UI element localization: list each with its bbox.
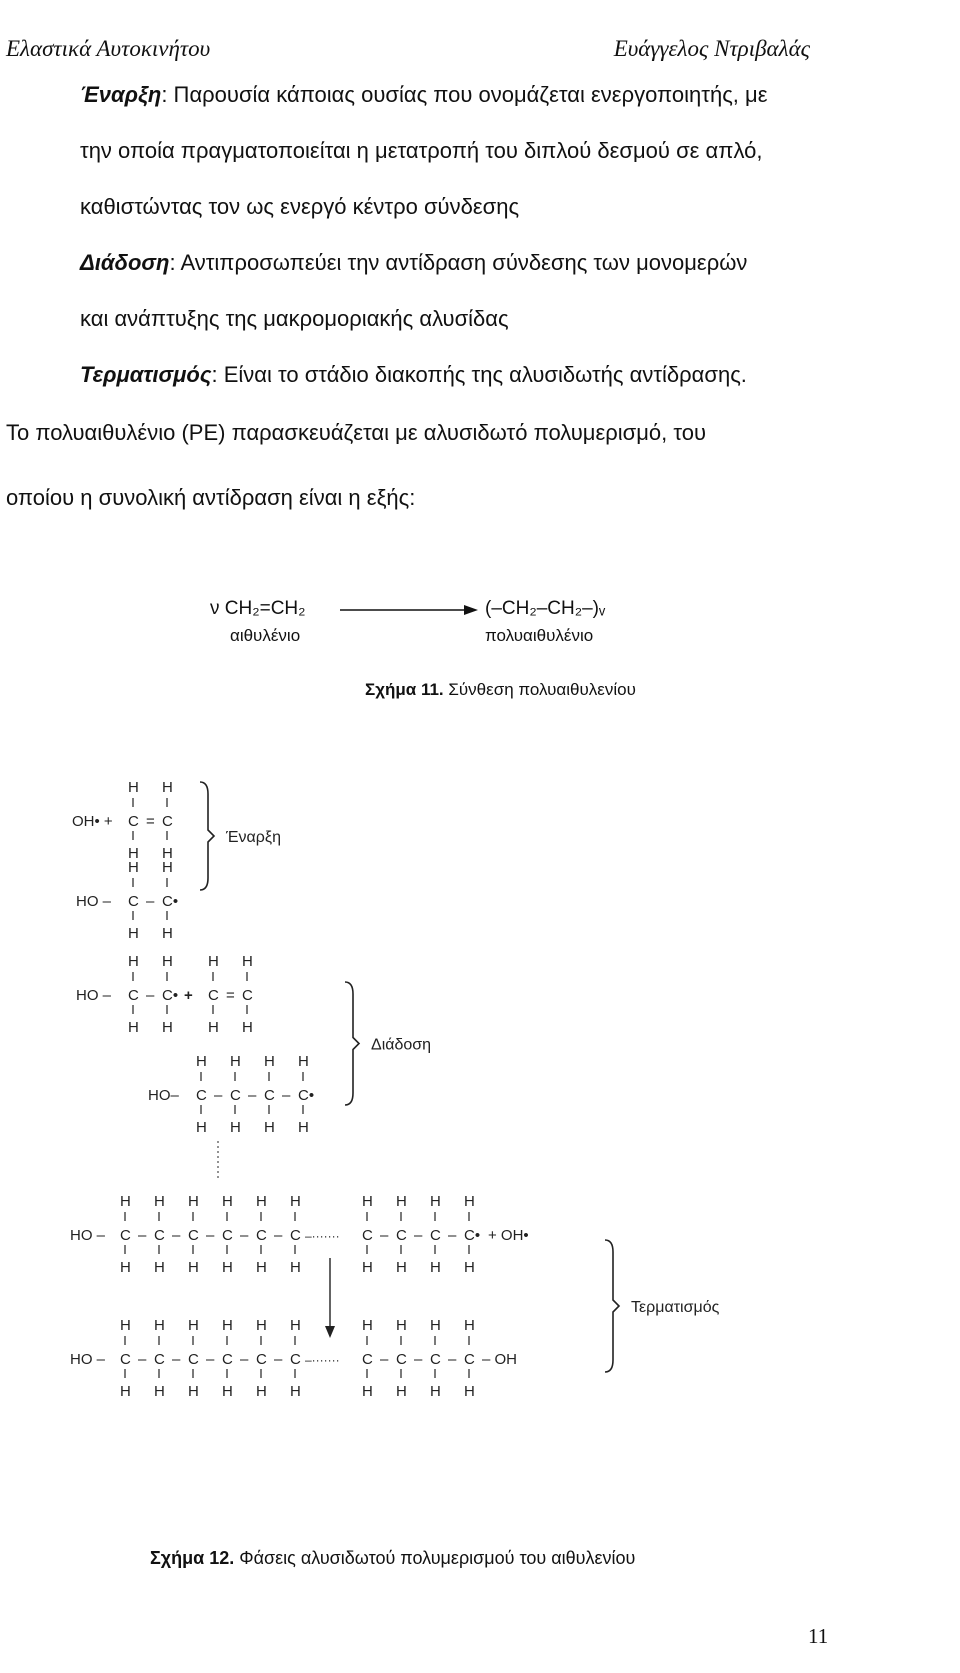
carbon-label: C bbox=[128, 987, 139, 1004]
hydrogen-label: H bbox=[362, 1383, 373, 1400]
hydrogen-label: H bbox=[162, 845, 173, 862]
hydrogen-label: H bbox=[464, 1317, 475, 1334]
hydrogen-label: H bbox=[396, 1317, 407, 1334]
carbon-label: C bbox=[396, 1227, 407, 1244]
hydrogen-label: H bbox=[120, 1259, 131, 1276]
hydrogen-label: H bbox=[290, 1317, 301, 1334]
bond-single: – bbox=[172, 1227, 181, 1244]
carbon-label: C bbox=[396, 1351, 407, 1368]
bond-single: – bbox=[240, 1351, 249, 1368]
hydrogen-label: H bbox=[208, 1019, 219, 1036]
bond-single: – bbox=[206, 1351, 215, 1368]
hydrogen-label: H bbox=[430, 1317, 441, 1334]
polymerization-scheme bbox=[0, 760, 960, 1520]
stage-propagation-label: Διάδοση bbox=[371, 1036, 432, 1054]
hydrogen-label: H bbox=[430, 1193, 441, 1210]
carbon-label: C bbox=[464, 1351, 475, 1368]
figure-12-text: Φάσεις αλυσιδωτού πολυμερισμού του αιθυλενίου bbox=[234, 1548, 636, 1568]
ho-group: HO– bbox=[148, 1087, 179, 1104]
header-left: Ελαστικά Αυτοκινήτου bbox=[6, 36, 211, 61]
hydrogen-label: H bbox=[128, 925, 139, 942]
ho-group: HO – bbox=[70, 1351, 106, 1368]
term-initiation: Έναρξη bbox=[80, 82, 162, 107]
hydrogen-label: H bbox=[222, 1193, 233, 1210]
chain-continuation-dot bbox=[217, 1166, 219, 1168]
bond-double: = bbox=[226, 987, 235, 1004]
carbon-label: C bbox=[208, 987, 219, 1004]
hydrogen-label: H bbox=[256, 1193, 267, 1210]
hydrogen-label: H bbox=[464, 1193, 475, 1210]
hydrogen-label: H bbox=[222, 1317, 233, 1334]
hydrogen-label: H bbox=[222, 1259, 233, 1276]
hydrogen-label: H bbox=[120, 1383, 131, 1400]
carbon-label: C bbox=[362, 1227, 373, 1244]
bond-single: – bbox=[448, 1227, 457, 1244]
hydrogen-label: H bbox=[256, 1383, 267, 1400]
bond-single: – bbox=[146, 987, 155, 1004]
carbon-label: C bbox=[154, 1351, 165, 1368]
page-number: 11 bbox=[808, 1624, 829, 1648]
hydrogen-label: H bbox=[196, 1119, 207, 1136]
text-initiation-3: καθιστώντας τον ως ενεργό κέντρο σύνδεσης bbox=[80, 194, 520, 219]
stage-termination-brace bbox=[605, 1240, 619, 1372]
chain-continuation-dot bbox=[217, 1141, 219, 1143]
carbon-label: C bbox=[230, 1087, 241, 1104]
ho-group: HO – bbox=[76, 987, 112, 1004]
bond-single: – bbox=[414, 1227, 423, 1244]
bond-single: – bbox=[414, 1351, 423, 1368]
figure-12-caption bbox=[150, 1548, 635, 1569]
carbon-label: C bbox=[430, 1351, 441, 1368]
carbon-label: C bbox=[222, 1227, 233, 1244]
reaction-arrow-head bbox=[325, 1326, 335, 1338]
text-pe-2: οποίου η συνολική αντίδραση είναι η εξής: bbox=[6, 485, 416, 510]
term-propagation: Διάδοση bbox=[80, 250, 170, 275]
carbon-label: C bbox=[128, 813, 139, 830]
carbon-label: C bbox=[162, 813, 173, 830]
carbon-label: C bbox=[154, 1227, 165, 1244]
hydrogen-label: H bbox=[196, 1053, 207, 1070]
stage-initiation-brace bbox=[200, 782, 214, 890]
text-termination: : Είναι το στάδιο διακοπής της αλυσιδωτής αντίδρασης. bbox=[211, 362, 747, 387]
figure-11-text: Σύνθεση πολυαιθυλενίου bbox=[443, 680, 636, 699]
carbon-label: C bbox=[242, 987, 253, 1004]
hydrogen-label: H bbox=[188, 1193, 199, 1210]
paragraph-initiation bbox=[80, 82, 768, 108]
hydrogen-label: H bbox=[362, 1193, 373, 1210]
chain-ellipsis: –······· bbox=[305, 1229, 340, 1243]
hydrogen-label: H bbox=[362, 1259, 373, 1276]
oh-radical: OH• + bbox=[72, 813, 113, 830]
hydrogen-label: H bbox=[464, 1383, 475, 1400]
chain-continuation-dot bbox=[217, 1176, 219, 1178]
hydrogen-label: H bbox=[298, 1053, 309, 1070]
reaction-arrow bbox=[340, 600, 480, 620]
hydrogen-label: H bbox=[242, 953, 253, 970]
reaction-product: (–CH₂–CH₂–)ᵥ bbox=[485, 598, 606, 619]
bond-double: = bbox=[146, 813, 155, 830]
ho-group: HO – bbox=[70, 1227, 106, 1244]
hydrogen-label: H bbox=[430, 1383, 441, 1400]
hydrogen-label: H bbox=[464, 1259, 475, 1276]
hydrogen-label: H bbox=[290, 1259, 301, 1276]
hydrogen-label: H bbox=[222, 1383, 233, 1400]
hydrogen-label: H bbox=[264, 1119, 275, 1136]
reaction-reactant: ν CH₂=CH₂ bbox=[210, 598, 306, 619]
oh-radical: + OH• bbox=[488, 1227, 529, 1244]
carbon-label: C bbox=[290, 1351, 301, 1368]
carbon-label: C bbox=[188, 1351, 199, 1368]
bond-single: – bbox=[274, 1351, 283, 1368]
bond-single: – bbox=[206, 1227, 215, 1244]
paragraph-propagation bbox=[80, 250, 747, 276]
carbon-label: C bbox=[264, 1087, 275, 1104]
chain-continuation-dot bbox=[217, 1156, 219, 1158]
figure-11-caption bbox=[365, 680, 636, 700]
hydrogen-label: H bbox=[128, 1019, 139, 1036]
bond-single: – bbox=[248, 1087, 257, 1104]
figure-12-label: Σχήμα 12. bbox=[150, 1548, 235, 1568]
hydrogen-label: H bbox=[162, 925, 173, 942]
hydrogen-label: H bbox=[256, 1259, 267, 1276]
hydrogen-label: H bbox=[290, 1383, 301, 1400]
oh-group: – OH bbox=[482, 1351, 518, 1368]
hydrogen-label: H bbox=[128, 779, 139, 796]
text-initiation-1: : Παρουσία κάποιας ουσίας που ονομάζεται ενεργοποιητής, με bbox=[161, 82, 768, 107]
hydrogen-label: H bbox=[154, 1317, 165, 1334]
carbon-label: C• bbox=[162, 987, 179, 1004]
hydrogen-label: H bbox=[120, 1193, 131, 1210]
hydrogen-label: H bbox=[430, 1259, 441, 1276]
carbon-label: C bbox=[196, 1087, 207, 1104]
carbon-label: C bbox=[256, 1351, 267, 1368]
carbon-label: C bbox=[128, 893, 139, 910]
bond-single: – bbox=[138, 1227, 147, 1244]
plus-sign: + bbox=[184, 987, 193, 1004]
figure-11-label: Σχήμα 11. bbox=[365, 680, 444, 699]
carbon-label: C bbox=[256, 1227, 267, 1244]
bond-single: – bbox=[146, 893, 155, 910]
reaction-product-name: πολυαιθυλένιο bbox=[485, 626, 594, 645]
hydrogen-label: H bbox=[298, 1119, 309, 1136]
text-pe-1: Το πολυαιθυλένιο (PE) παρασκευάζεται με αλυσιδωτό πολυμερισμό, του bbox=[6, 420, 707, 445]
carbon-label: C• bbox=[464, 1227, 481, 1244]
hydrogen-label: H bbox=[264, 1053, 275, 1070]
chain-continuation-dot bbox=[217, 1151, 219, 1153]
reaction-reactant-name: αιθυλένιο bbox=[230, 626, 301, 645]
hydrogen-label: H bbox=[162, 1019, 173, 1036]
carbon-label: C bbox=[290, 1227, 301, 1244]
bond-single: – bbox=[214, 1087, 223, 1104]
hydrogen-label: H bbox=[128, 859, 139, 876]
hydrogen-label: H bbox=[362, 1317, 373, 1334]
hydrogen-label: H bbox=[162, 779, 173, 796]
hydrogen-label: H bbox=[208, 953, 219, 970]
hydrogen-label: H bbox=[230, 1119, 241, 1136]
bond-single: – bbox=[138, 1351, 147, 1368]
chain-continuation-dot bbox=[217, 1146, 219, 1148]
ho-group: HO – bbox=[76, 893, 112, 910]
text-initiation-2: την οποία πραγματοποιείται η μετατροπή του διπλού δεσμού σε απλό, bbox=[80, 138, 763, 163]
hydrogen-label: H bbox=[120, 1317, 131, 1334]
carbon-label: C• bbox=[162, 893, 179, 910]
hydrogen-label: H bbox=[162, 859, 173, 876]
hydrogen-label: H bbox=[128, 953, 139, 970]
carbon-label: C• bbox=[298, 1087, 315, 1104]
hydrogen-label: H bbox=[290, 1193, 301, 1210]
hydrogen-label: H bbox=[154, 1383, 165, 1400]
bond-single: – bbox=[448, 1351, 457, 1368]
bond-single: – bbox=[240, 1227, 249, 1244]
carbon-label: C bbox=[362, 1351, 373, 1368]
hydrogen-label: H bbox=[188, 1317, 199, 1334]
text-propagation-1: : Αντιπροσωπεύει την αντίδραση σύνδεσης των μονομερών bbox=[169, 250, 748, 275]
hydrogen-label: H bbox=[230, 1053, 241, 1070]
carbon-label: C bbox=[430, 1227, 441, 1244]
chain-continuation-dot bbox=[217, 1161, 219, 1163]
carbon-label: C bbox=[120, 1227, 131, 1244]
hydrogen-label: H bbox=[256, 1317, 267, 1334]
bond-single: – bbox=[274, 1227, 283, 1244]
term-termination: Τερματισμός bbox=[80, 362, 212, 387]
hydrogen-label: H bbox=[128, 845, 139, 862]
chain-ellipsis: –······· bbox=[305, 1353, 340, 1367]
hydrogen-label: H bbox=[396, 1193, 407, 1210]
text-propagation-2: και ανάπτυξης της μακρομοριακής αλυσίδας bbox=[80, 306, 509, 331]
carbon-label: C bbox=[222, 1351, 233, 1368]
bond-single: – bbox=[282, 1087, 291, 1104]
carbon-label: C bbox=[120, 1351, 131, 1368]
stage-propagation-brace bbox=[345, 982, 359, 1105]
hydrogen-label: H bbox=[396, 1259, 407, 1276]
header-right: Ευάγγελος Ντριβαλάς bbox=[613, 36, 810, 61]
hydrogen-label: H bbox=[188, 1259, 199, 1276]
carbon-label: C bbox=[188, 1227, 199, 1244]
hydrogen-label: H bbox=[162, 953, 173, 970]
bond-single: – bbox=[380, 1227, 389, 1244]
bond-single: – bbox=[380, 1351, 389, 1368]
hydrogen-label: H bbox=[154, 1193, 165, 1210]
chain-continuation-dot bbox=[217, 1171, 219, 1173]
hydrogen-label: H bbox=[396, 1383, 407, 1400]
paragraph-termination bbox=[80, 362, 747, 388]
hydrogen-label: H bbox=[154, 1259, 165, 1276]
hydrogen-label: H bbox=[242, 1019, 253, 1036]
bond-single: – bbox=[172, 1351, 181, 1368]
stage-initiation-label: Έναρξη bbox=[226, 829, 281, 846]
hydrogen-label: H bbox=[188, 1383, 199, 1400]
stage-termination-label: Τερματισμός bbox=[631, 1299, 720, 1316]
